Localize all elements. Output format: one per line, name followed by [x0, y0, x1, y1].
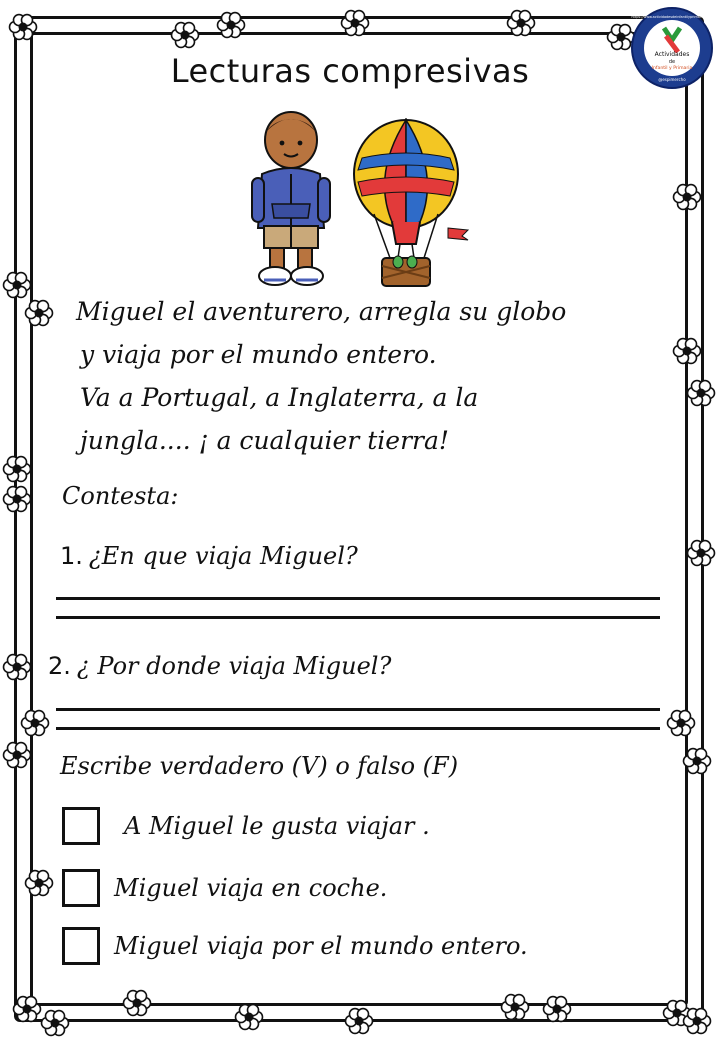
- flower-icon: [684, 376, 718, 410]
- answer-checkbox[interactable]: [62, 869, 100, 907]
- flower-icon: [338, 6, 372, 40]
- flower-icon: [120, 986, 154, 1020]
- flower-icon: [0, 738, 34, 772]
- svg-text:Actividades: Actividades: [654, 51, 690, 58]
- flower-icon: [680, 744, 714, 778]
- svg-text:@espimercho: @espimercho: [658, 77, 686, 82]
- svg-text:Infantil y Primaria: Infantil y Primaria: [651, 66, 693, 71]
- true-false-item: [62, 924, 528, 968]
- question-number: 2.: [48, 652, 71, 680]
- hot-air-balloon-illustration: [352, 118, 470, 294]
- reading-passage: [76, 290, 636, 462]
- true-false-instruction: Escribe verdadero (V) o falso (F): [60, 752, 459, 780]
- statement-text: Miguel viaja en coche.: [114, 874, 388, 902]
- answer-checkbox[interactable]: [62, 927, 100, 965]
- flower-icon: [18, 706, 52, 740]
- flower-icon: [232, 1000, 266, 1034]
- flower-icon: [504, 6, 538, 40]
- answer-line[interactable]: [56, 708, 660, 711]
- flower-icon: [342, 1004, 376, 1038]
- flower-icon: [0, 650, 34, 684]
- flower-icon: [498, 990, 532, 1024]
- flower-icon: [168, 18, 202, 52]
- statement-text: Miguel viaja por el mundo entero.: [114, 932, 528, 960]
- question-text: ¿En que viaja Miguel?: [88, 542, 358, 570]
- true-false-item: [62, 866, 387, 910]
- flower-icon: [38, 1006, 72, 1040]
- flower-icon: [22, 866, 56, 900]
- flower-icon: [670, 334, 704, 368]
- reading-line: jungla.... ¡ a cualquier tierra!: [80, 426, 449, 455]
- flower-icon: [540, 992, 574, 1026]
- reading-line: y viaja por el mundo entero.: [80, 340, 437, 369]
- question-1: [60, 542, 358, 570]
- flower-icon: [214, 8, 248, 42]
- svg-text:https://www.actividadesdeinfan: https://www.actividadesdeinfantilyprimaria.com: [631, 15, 713, 19]
- flower-icon: [22, 296, 56, 330]
- statement-text: A Miguel le gusta viajar .: [124, 812, 430, 840]
- answer-line[interactable]: [56, 616, 660, 619]
- answer-line[interactable]: [56, 597, 660, 600]
- flower-icon: [0, 482, 34, 516]
- flower-icon: [664, 706, 698, 740]
- flower-icon: [680, 1004, 714, 1038]
- question-number: 1.: [60, 542, 83, 570]
- page-title: Lecturas compresivas: [170, 52, 530, 90]
- flower-icon: [670, 180, 704, 214]
- question-text: ¿ Por donde viaja Miguel?: [76, 652, 392, 680]
- answer-heading: Contesta:: [62, 482, 179, 510]
- flower-icon: [0, 452, 34, 486]
- reading-line: Miguel el aventurero, arregla su globo: [76, 297, 567, 326]
- answer-checkbox[interactable]: [62, 807, 100, 845]
- reading-line: Va a Portugal, a Inglaterra, a la: [80, 383, 479, 412]
- answer-line[interactable]: [56, 727, 660, 730]
- question-2: [48, 652, 391, 680]
- flower-icon: [684, 536, 718, 570]
- boy-illustration: [248, 110, 334, 290]
- svg-text:de: de: [668, 59, 676, 65]
- true-false-item: [62, 804, 430, 848]
- flower-icon: [6, 10, 40, 44]
